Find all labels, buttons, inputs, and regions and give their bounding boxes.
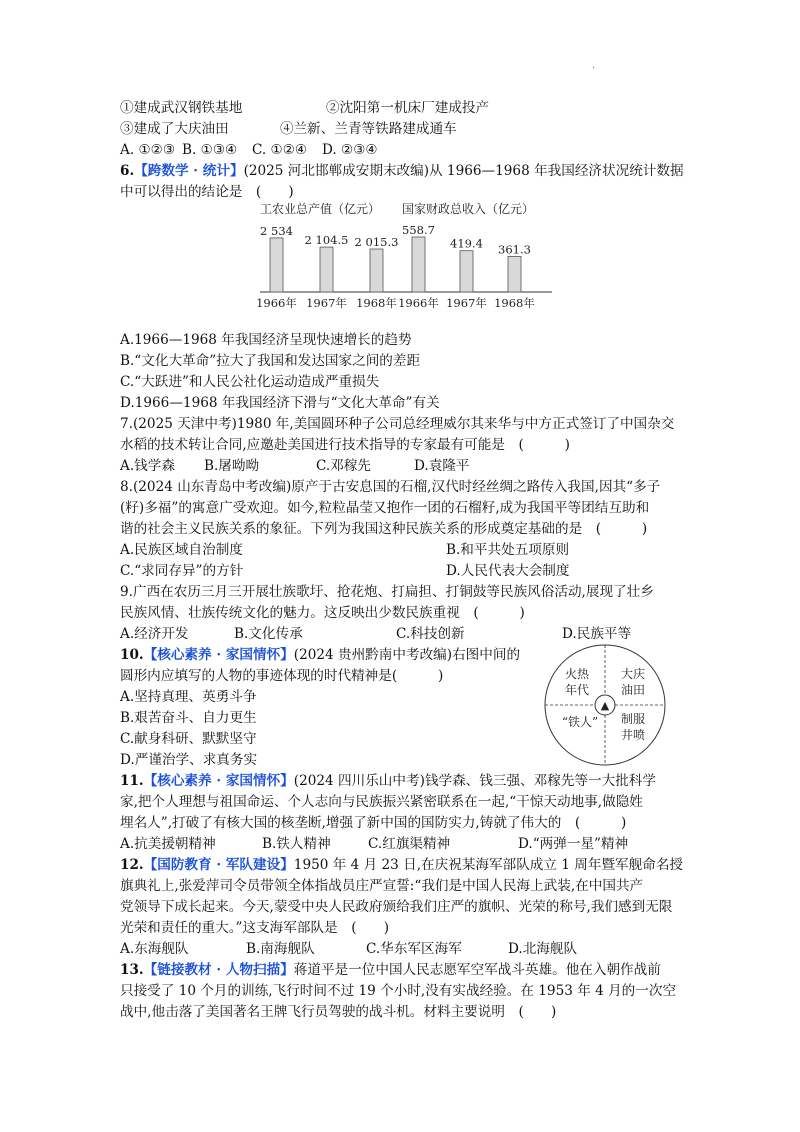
diagram-q4-line1: 制服: [620, 712, 646, 726]
q9-option-a: A.经济开发: [120, 626, 189, 642]
q12-option-b: B.南海舰队: [246, 941, 315, 957]
q9-option-c: C.科技创新: [396, 626, 465, 642]
q11-stem-line3: 埋名人”,打破了有核大国的核垄断,增强了新中国的国防实力,铸就了伟大的 ( ): [120, 815, 627, 831]
diagram-q3: “铁人”: [561, 715, 599, 729]
q13-stem-line3: 战中,他击落了美国著名王牌飞行员驾驶的战斗机。材料主要说明 ( ): [120, 1004, 557, 1020]
q5-items-row2: [120, 119, 457, 139]
q12-tag: 【国防教育 · 军队建设】: [143, 857, 294, 873]
q11-number: 11.: [120, 773, 144, 789]
q10-number: 10.: [120, 647, 144, 663]
q9-stem-line1: 9.广西在农历三月三开展壮族歌圩、抢花炮、打扁担、打铜鼓等民族风俗活动,展现了壮乡: [120, 584, 654, 600]
q5-item-4: ④兰新、兰青等铁路建成通车: [280, 121, 457, 137]
chart1-data-label: 2 015.3: [354, 235, 399, 250]
chart1-plot: [256, 224, 416, 310]
q9-option-b: B.文化传承: [234, 626, 303, 642]
chart1-tick-label: 1966年: [256, 296, 297, 310]
q5-item-1: ①建成武汉钢铁基地: [120, 100, 243, 116]
diagram-q1-line1: 火热: [564, 667, 590, 681]
q13-tag: 【链接教材 · 人物扫描】: [143, 962, 294, 978]
chart2-title: 国家财政总收入（亿元）: [402, 202, 535, 216]
q13-stem-line2: 只接受了 10 个月的训练,飞行时间不过 19 个小时,没有实战经验。在 1953 年 4 月的一次空: [120, 983, 677, 999]
diagram-q1-line2: 年代: [564, 683, 590, 697]
chart2-tick-label: 1968年: [494, 296, 535, 310]
q11-option-b: B.铁人精神: [262, 836, 331, 852]
q12-stem-line3: 党领导下成长起来。今天,蒙受中央人民政府颁给我们庄严的旗帜、光荣的称号,我们感到无限: [120, 899, 673, 915]
q12-stem-line2: 旗典礼上,张爱萍司令员带领全体指战员庄严宣誓:“我们是中国人民海上武装,在中国共产: [120, 878, 644, 894]
q7-option-a: A.钱学森: [120, 458, 175, 474]
chart1-title: 工农业总产值（亿元）: [260, 202, 381, 216]
q12-text-1: 1950 年 4 月 23 日,在庆祝某海军部队成立 1 周年暨军舰命名授: [293, 857, 684, 873]
q5-item-3: ③建成了大庆油田: [120, 121, 229, 137]
diagram-q2-line1: 大庆: [620, 667, 646, 681]
diagram-center-mark: ▲: [600, 699, 610, 712]
q10-option-c: C.献身科研、默默坚守: [120, 731, 257, 747]
chart1-tick-label: 1967年: [306, 296, 347, 310]
q5-items-row1: [120, 98, 490, 118]
q9-stem-line2: 民族风情、壮族传统文化的魅力。这反映出少数民族重视 ( ): [120, 605, 525, 621]
q5-option-a: A. ①②③: [120, 142, 176, 158]
chart1-tick-label: 1968年: [356, 296, 397, 310]
q11-option-a: A.抗美援朝精神: [120, 836, 216, 852]
chart2-bar-1967年: [460, 251, 473, 292]
q11-stem-line1: [120, 771, 656, 791]
q11-tag: 【核心素养 · 家国情怀】: [143, 773, 294, 789]
q5-option-b: B. ①③④: [182, 142, 238, 158]
q11-option-c: C.红旗渠精神: [368, 836, 451, 852]
q8-option-c: C.“求同存异”的方针: [120, 563, 244, 579]
q12-stem-line4: 光荣和责任的重大。”这支海军部队是 ( ): [120, 920, 390, 936]
q7-option-d: D.袁隆平: [414, 458, 470, 474]
q8-option-b: B.和平共处五项原则: [446, 542, 570, 558]
q6-charts: [256, 200, 556, 312]
q5-option-c: C. ①②④: [252, 142, 308, 158]
q12-option-c: C.华东军区海军: [366, 941, 462, 957]
q7-option-b: B.屠呦呦: [204, 458, 260, 474]
top-mark: .: [592, 60, 596, 71]
chart2-data-label: 419.4: [450, 236, 483, 251]
q7-stem-line1: 7.(2025 天津中考)1980 年,美国圆环种子公司总经理威尔其来华与中方正式签订了中国杂交: [120, 416, 675, 432]
q11-text-1: (2024 四川乐山中考)钱学森、钱三强、邓稼先等一大批科学: [293, 773, 656, 789]
chart2-plot: [398, 223, 552, 310]
q6-number: 6.: [120, 163, 135, 179]
q6-option-c: C.“大跃进”和人民公社化运动造成严重损失: [120, 374, 380, 390]
q5-option-d: D. ②③④: [322, 142, 378, 158]
chart1-bar-1966年: [270, 238, 283, 292]
q10-option-a: A.坚持真理、英勇斗争: [120, 689, 257, 705]
chart2-bar-1968年: [508, 256, 521, 292]
q8-stem-line2: (籽)多福”的寓意广受欢迎。如今,粒粒晶莹又抱作一团的石榴籽,成为我国平等团结互助和: [120, 500, 650, 516]
q6-option-b: B.“文化大革命”拉大了我国和发达国家之间的差距: [120, 353, 421, 369]
q6-stem-line1: [120, 161, 684, 181]
q9-option-d: D.民族平等: [562, 626, 632, 642]
q6-text-1: (2025 河北邯郸成安期末改编)从 1966—1968 年我国经济状况统计数据: [243, 163, 684, 179]
q8-stem-line3: 谐的社会主义民族关系的象征。下列为我国这种民族关系的形成奠定基础的是 ( ): [120, 521, 648, 537]
q6-stem-line2: 中可以得出的结论是 ( ): [120, 184, 294, 200]
q12-stem-line1: [120, 855, 683, 875]
q12-option-d: D.北海舰队: [508, 941, 578, 957]
q13-number: 13.: [120, 962, 144, 978]
q12-number: 12.: [120, 857, 144, 873]
q6-option-a: A.1966—1968 年我国经济呈现快速增长的趋势: [120, 332, 412, 348]
q10-circle-diagram: [540, 640, 670, 770]
chart1-data-label: 2 104.5: [304, 233, 349, 248]
q6-tag: 【跨数学 · 统计】: [134, 163, 244, 179]
q11-stem-line2: 家,把个人理想与祖国命运、个人志向与民族振兴紧密联系在一起,“干惊天动地事,做隐姓: [120, 794, 643, 810]
q10-stem-line2: 圆形内应填写的人物的事迹体现的时代精神是( ): [120, 668, 444, 684]
q8-option-a: A.民族区域自治制度: [120, 542, 243, 558]
diagram-q2-line2: 油田: [620, 683, 646, 697]
chart1-bar-1967年: [320, 247, 333, 292]
diagram-q4-line2: 井喷: [620, 728, 646, 742]
chart2-tick-label: 1966年: [398, 296, 439, 310]
q6-option-d: D.1966—1968 年我国经济下滑与“文化大革命”有关: [120, 395, 440, 411]
q12-option-a: A.东海舰队: [120, 941, 189, 957]
chart2-data-label: 558.7: [402, 222, 435, 237]
chart1-bar-1968年: [370, 249, 383, 292]
q11-option-d: D.“两弹一星”精神: [518, 836, 629, 852]
chart2-bar-1966年: [412, 237, 425, 292]
q5-item-2: ②沈阳第一机床厂建成投产: [326, 100, 490, 116]
q13-stem-line1: [120, 960, 661, 980]
chart1-data-label: 2 534: [260, 223, 293, 238]
q8-option-d: D.人民代表大会制度: [446, 563, 570, 579]
q10-stem-line1: [120, 645, 520, 665]
chart2-tick-label: 1967年: [446, 296, 487, 310]
chart2-data-label: 361.3: [498, 242, 531, 257]
q10-tag: 【核心素养 · 家国情怀】: [143, 647, 294, 663]
q10-option-d: D.严谨治学、求真务实: [120, 752, 258, 768]
q10-option-b: B.艰苦奋斗、自力更生: [120, 710, 257, 726]
q10-text-1: (2024 贵州黔南中考改编)右图中间的: [293, 647, 521, 663]
q13-text-1: 蒋道平是一位中国人民志愿军空军战斗英雄。他在入朝作战前: [293, 962, 661, 978]
q7-option-c: C.邓稼先: [316, 458, 372, 474]
q7-stem-line2: 水稻的技术转让合同,应邀赴美国进行技术指导的专家最有可能是 ( ): [120, 437, 570, 453]
q8-stem-line1: 8.(2024 山东青岛中考改编)原产于古安息国的石榴,汉代时经丝绸之路传入我国,因其“多子: [120, 479, 661, 495]
